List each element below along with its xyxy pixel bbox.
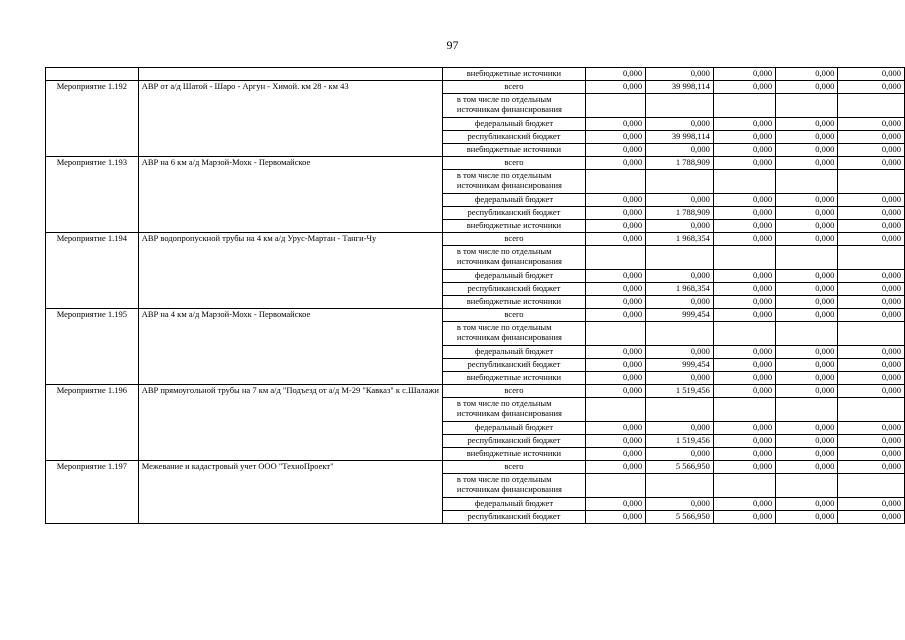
value-cell: 0,000 (713, 68, 775, 81)
source-cell: внебюджетные источники (442, 144, 585, 157)
value-cell: 0,000 (713, 372, 775, 385)
value-cell (776, 94, 838, 118)
value-cell (646, 170, 714, 194)
measure-number: Мероприятие 1.192 (46, 81, 139, 157)
value-cell: 0,000 (646, 144, 714, 157)
value-cell: 0,000 (713, 498, 775, 511)
value-cell: 0,000 (838, 461, 905, 474)
value-cell: 999,454 (646, 359, 714, 372)
value-cell: 0,000 (646, 422, 714, 435)
value-cell: 0,000 (713, 385, 775, 398)
value-cell (646, 322, 714, 346)
value-cell: 0,000 (585, 422, 645, 435)
value-cell: 39 998,114 (646, 81, 714, 94)
value-cell: 0,000 (838, 68, 905, 81)
table-row (46, 68, 905, 81)
value-cell: 0,000 (713, 157, 775, 170)
value-cell: 0,000 (646, 270, 714, 283)
value-cell: 0,000 (585, 461, 645, 474)
value-cell (713, 474, 775, 498)
value-cell: 0,000 (646, 118, 714, 131)
value-cell: 0,000 (585, 296, 645, 309)
value-cell: 0,000 (776, 220, 838, 233)
value-cell: 0,000 (646, 68, 714, 81)
value-cell (776, 474, 838, 498)
value-cell: 0,000 (713, 461, 775, 474)
value-cell: 0,000 (838, 81, 905, 94)
measure-number: Мероприятие 1.196 (46, 385, 139, 461)
source-cell: в том числе по отдельным источникам финансирования (442, 170, 585, 194)
value-cell: 1 519,456 (646, 385, 714, 398)
value-cell: 0,000 (585, 359, 645, 372)
value-cell: 0,000 (585, 144, 645, 157)
value-cell: 0,000 (713, 359, 775, 372)
value-cell: 0,000 (838, 435, 905, 448)
source-cell: республиканский бюджет (442, 283, 585, 296)
value-cell: 0,000 (713, 422, 775, 435)
value-cell (838, 398, 905, 422)
budget-table (45, 67, 905, 524)
source-cell: федеральный бюджет (442, 498, 585, 511)
value-cell: 0,000 (713, 131, 775, 144)
table-row (46, 309, 905, 322)
value-cell: 0,000 (585, 309, 645, 322)
value-cell: 0,000 (838, 233, 905, 246)
value-cell: 0,000 (776, 346, 838, 359)
value-cell: 0,000 (585, 448, 645, 461)
table-row (46, 157, 905, 170)
value-cell: 0,000 (776, 461, 838, 474)
measure-number: Мероприятие 1.194 (46, 233, 139, 309)
source-cell: республиканский бюджет (442, 435, 585, 448)
value-cell: 0,000 (776, 283, 838, 296)
value-cell: 0,000 (713, 283, 775, 296)
measure-name: АВР на 6 км а/д Марзой-Мохк - Первомайское (138, 157, 442, 233)
value-cell: 0,000 (776, 435, 838, 448)
value-cell: 5 566,950 (646, 511, 714, 524)
empty-cell (138, 68, 442, 81)
value-cell: 0,000 (585, 270, 645, 283)
value-cell: 0,000 (585, 233, 645, 246)
measure-number: Мероприятие 1.197 (46, 461, 139, 524)
value-cell: 0,000 (646, 194, 714, 207)
value-cell (713, 170, 775, 194)
value-cell: 0,000 (838, 157, 905, 170)
value-cell: 0,000 (585, 194, 645, 207)
value-cell: 0,000 (585, 81, 645, 94)
empty-cell (46, 68, 139, 81)
source-cell: всего (442, 157, 585, 170)
value-cell: 0,000 (776, 296, 838, 309)
value-cell: 1 788,909 (646, 157, 714, 170)
value-cell (838, 322, 905, 346)
value-cell: 0,000 (646, 498, 714, 511)
value-cell: 0,000 (838, 283, 905, 296)
value-cell: 0,000 (585, 346, 645, 359)
source-cell: республиканский бюджет (442, 359, 585, 372)
value-cell (776, 170, 838, 194)
value-cell: 0,000 (713, 511, 775, 524)
value-cell: 0,000 (585, 68, 645, 81)
value-cell (713, 398, 775, 422)
value-cell: 0,000 (776, 194, 838, 207)
value-cell: 0,000 (838, 144, 905, 157)
value-cell: 999,454 (646, 309, 714, 322)
value-cell: 0,000 (838, 346, 905, 359)
value-cell (838, 170, 905, 194)
source-cell: федеральный бюджет (442, 346, 585, 359)
value-cell: 0,000 (585, 283, 645, 296)
value-cell: 0,000 (776, 81, 838, 94)
value-cell (713, 94, 775, 118)
value-cell (838, 246, 905, 270)
source-cell: всего (442, 385, 585, 398)
value-cell: 0,000 (585, 157, 645, 170)
value-cell: 0,000 (838, 385, 905, 398)
value-cell (585, 94, 645, 118)
measure-name: АВР водопропускной трубы на 4 км а/д Урус-Мартан - Танги-Чу (138, 233, 442, 309)
value-cell: 1 968,354 (646, 283, 714, 296)
source-cell: в том числе по отдельным источникам финансирования (442, 398, 585, 422)
value-cell: 0,000 (713, 144, 775, 157)
measure-name: Межевание и кадастровый учет ООО "ТехноПроект" (138, 461, 442, 524)
measure-number: Мероприятие 1.195 (46, 309, 139, 385)
value-cell: 0,000 (776, 233, 838, 246)
value-cell: 0,000 (646, 346, 714, 359)
source-cell: внебюджетные источники (442, 68, 585, 81)
source-cell: внебюджетные источники (442, 448, 585, 461)
value-cell: 0,000 (585, 385, 645, 398)
table-row (46, 233, 905, 246)
value-cell: 0,000 (838, 220, 905, 233)
value-cell: 1 788,909 (646, 207, 714, 220)
source-cell: внебюджетные источники (442, 220, 585, 233)
value-cell (585, 170, 645, 194)
source-cell: республиканский бюджет (442, 511, 585, 524)
value-cell: 0,000 (713, 309, 775, 322)
value-cell: 0,000 (713, 435, 775, 448)
source-cell: федеральный бюджет (442, 270, 585, 283)
value-cell: 0,000 (713, 233, 775, 246)
value-cell: 1 968,354 (646, 233, 714, 246)
value-cell (585, 474, 645, 498)
source-cell: в том числе по отдельным источникам финансирования (442, 94, 585, 118)
value-cell: 1 519,456 (646, 435, 714, 448)
value-cell (646, 94, 714, 118)
source-cell: федеральный бюджет (442, 118, 585, 131)
value-cell: 0,000 (646, 372, 714, 385)
value-cell: 0,000 (776, 207, 838, 220)
source-cell: всего (442, 81, 585, 94)
value-cell: 0,000 (585, 511, 645, 524)
value-cell: 0,000 (776, 498, 838, 511)
value-cell: 0,000 (713, 270, 775, 283)
value-cell: 0,000 (776, 131, 838, 144)
value-cell: 0,000 (838, 207, 905, 220)
value-cell: 0,000 (713, 220, 775, 233)
value-cell (585, 398, 645, 422)
value-cell: 39 998,114 (646, 131, 714, 144)
value-cell: 0,000 (713, 81, 775, 94)
value-cell (713, 322, 775, 346)
value-cell: 0,000 (838, 498, 905, 511)
value-cell: 0,000 (776, 511, 838, 524)
value-cell: 0,000 (776, 385, 838, 398)
source-cell: всего (442, 309, 585, 322)
source-cell: в том числе по отдельным источникам финансирования (442, 322, 585, 346)
value-cell: 0,000 (838, 372, 905, 385)
value-cell: 0,000 (776, 372, 838, 385)
value-cell (646, 246, 714, 270)
value-cell: 0,000 (776, 422, 838, 435)
value-cell: 0,000 (838, 309, 905, 322)
value-cell: 0,000 (585, 131, 645, 144)
value-cell: 0,000 (713, 346, 775, 359)
measure-name: АВР от а/д Шатой - Шаро - Аргун - Химой. км 28 - км 43 (138, 81, 442, 157)
value-cell: 0,000 (776, 448, 838, 461)
value-cell: 0,000 (776, 157, 838, 170)
value-cell (776, 398, 838, 422)
value-cell: 0,000 (776, 68, 838, 81)
measure-number: Мероприятие 1.193 (46, 157, 139, 233)
value-cell: 0,000 (713, 448, 775, 461)
value-cell: 0,000 (838, 296, 905, 309)
value-cell: 0,000 (646, 220, 714, 233)
source-cell: в том числе по отдельным источникам финансирования (442, 474, 585, 498)
value-cell: 0,000 (713, 118, 775, 131)
value-cell: 0,000 (646, 296, 714, 309)
value-cell: 0,000 (646, 448, 714, 461)
source-cell: внебюджетные источники (442, 296, 585, 309)
value-cell: 0,000 (838, 422, 905, 435)
value-cell: 0,000 (838, 359, 905, 372)
value-cell: 0,000 (585, 498, 645, 511)
source-cell: всего (442, 233, 585, 246)
value-cell: 0,000 (776, 359, 838, 372)
source-cell: республиканский бюджет (442, 131, 585, 144)
value-cell (838, 94, 905, 118)
value-cell: 5 566,950 (646, 461, 714, 474)
value-cell: 0,000 (776, 144, 838, 157)
value-cell (646, 398, 714, 422)
value-cell (776, 322, 838, 346)
value-cell: 0,000 (585, 435, 645, 448)
value-cell: 0,000 (713, 194, 775, 207)
source-cell: в том числе по отдельным источникам финансирования (442, 246, 585, 270)
value-cell (585, 322, 645, 346)
value-cell: 0,000 (776, 118, 838, 131)
source-cell: всего (442, 461, 585, 474)
value-cell: 0,000 (776, 270, 838, 283)
source-cell: федеральный бюджет (442, 194, 585, 207)
value-cell: 0,000 (838, 131, 905, 144)
table-row (46, 461, 905, 474)
value-cell (646, 474, 714, 498)
value-cell (838, 474, 905, 498)
value-cell: 0,000 (838, 194, 905, 207)
page-number: 97 (446, 38, 459, 52)
value-cell (776, 246, 838, 270)
measure-name: АВР на 4 км а/д Марзой-Мохк - Первомайское (138, 309, 442, 385)
value-cell: 0,000 (713, 296, 775, 309)
value-cell: 0,000 (838, 118, 905, 131)
value-cell: 0,000 (713, 207, 775, 220)
source-cell: внебюджетные источники (442, 372, 585, 385)
source-cell: федеральный бюджет (442, 422, 585, 435)
value-cell: 0,000 (838, 511, 905, 524)
value-cell (585, 246, 645, 270)
table-row (46, 81, 905, 94)
value-cell: 0,000 (585, 118, 645, 131)
value-cell (713, 246, 775, 270)
source-cell: республиканский бюджет (442, 207, 585, 220)
value-cell: 0,000 (585, 372, 645, 385)
measure-name: АВР прямоугольной трубы на 7 км а/д "Подъезд от а/д М-29 "Кавказ" к с.Шалажи (138, 385, 442, 461)
table-row (46, 385, 905, 398)
value-cell: 0,000 (838, 448, 905, 461)
value-cell: 0,000 (838, 270, 905, 283)
value-cell: 0,000 (585, 207, 645, 220)
value-cell: 0,000 (585, 220, 645, 233)
value-cell: 0,000 (776, 309, 838, 322)
